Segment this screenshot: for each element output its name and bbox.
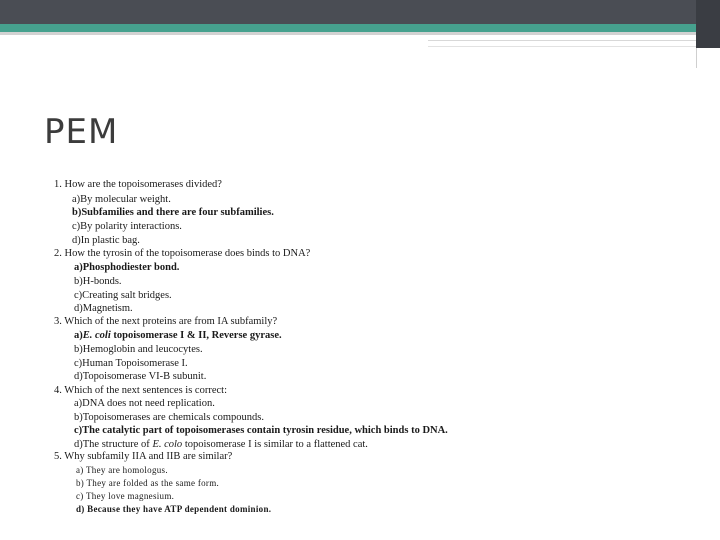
- question-3-option-a-species: E. coli: [82, 330, 111, 341]
- top-grey-band: [0, 32, 720, 35]
- question-3-option-a-rest: topoisomerase I & II, Reverse gyrase.: [110, 330, 282, 341]
- question-4-option-c: c)The catalytic part of topoisomerases contain tyrosin residue, which binds to DNA.: [74, 425, 448, 436]
- question-5-option-d: d) Because they have ATP dependent dominion.: [76, 504, 272, 514]
- header-rule-1: [428, 40, 696, 41]
- question-3-option-a-prefix: a): [74, 330, 83, 341]
- top-accent-band: [0, 24, 720, 32]
- question-1-option-a: a)By molecular weight.: [72, 194, 171, 205]
- question-5-option-c: c) They love magnesium.: [76, 491, 175, 501]
- question-5-option-a: a) They are homologus.: [76, 465, 168, 475]
- question-4: 4. Which of the next sentences is correct:: [54, 385, 227, 396]
- top-dark-band: [0, 0, 720, 24]
- slide-title: PEM: [44, 112, 119, 152]
- corner-block: [696, 0, 720, 48]
- question-4-option-d-rest: topoisomerase I is similar to a flattened cat.: [182, 439, 368, 450]
- question-4-option-b: b)Topoisomerases are chemicals compounds.: [74, 412, 264, 423]
- question-1-option-d: d)In plastic bag.: [72, 235, 140, 246]
- question-2-option-c: c)Creating salt bridges.: [74, 290, 172, 301]
- question-5-option-b: b) They are folded as the same form.: [76, 478, 220, 488]
- question-4-option-d-species: E. colo: [152, 439, 183, 450]
- question-2-option-a: a)Phosphodiester bond.: [74, 262, 180, 273]
- question-3-option-c: c)Human Topoisomerase I.: [74, 358, 188, 369]
- question-3-option-b: b)Hemoglobin and leucocytes.: [74, 344, 203, 355]
- question-3-option-d: d)Topoisomerase VI-B subunit.: [74, 371, 207, 382]
- question-3: 3. Which of the next proteins are from IA subfamily?: [54, 316, 278, 327]
- question-3-option-a: [74, 329, 282, 342]
- question-1: 1. How are the topoisomerases divided?: [54, 179, 222, 190]
- question-4-option-d-prefix: d)The structure of: [74, 439, 153, 450]
- question-4-option-a: a)DNA does not need replication.: [74, 398, 215, 409]
- question-2-option-d: d)Magnetism.: [74, 303, 133, 314]
- question-2: 2. How the tyrosin of the topoisomerase does binds to DNA?: [54, 248, 311, 259]
- question-5: 5. Why subfamily IIA and IIB are similar?: [54, 451, 233, 462]
- question-2-option-b: b)H-bonds.: [74, 276, 122, 287]
- corner-edge-line: [696, 48, 697, 68]
- question-1-option-c: c)By polarity interactions.: [72, 221, 182, 232]
- question-1-option-b: b)Subfamilies and there are four subfamilies.: [72, 207, 274, 218]
- header-rule-2: [428, 46, 696, 47]
